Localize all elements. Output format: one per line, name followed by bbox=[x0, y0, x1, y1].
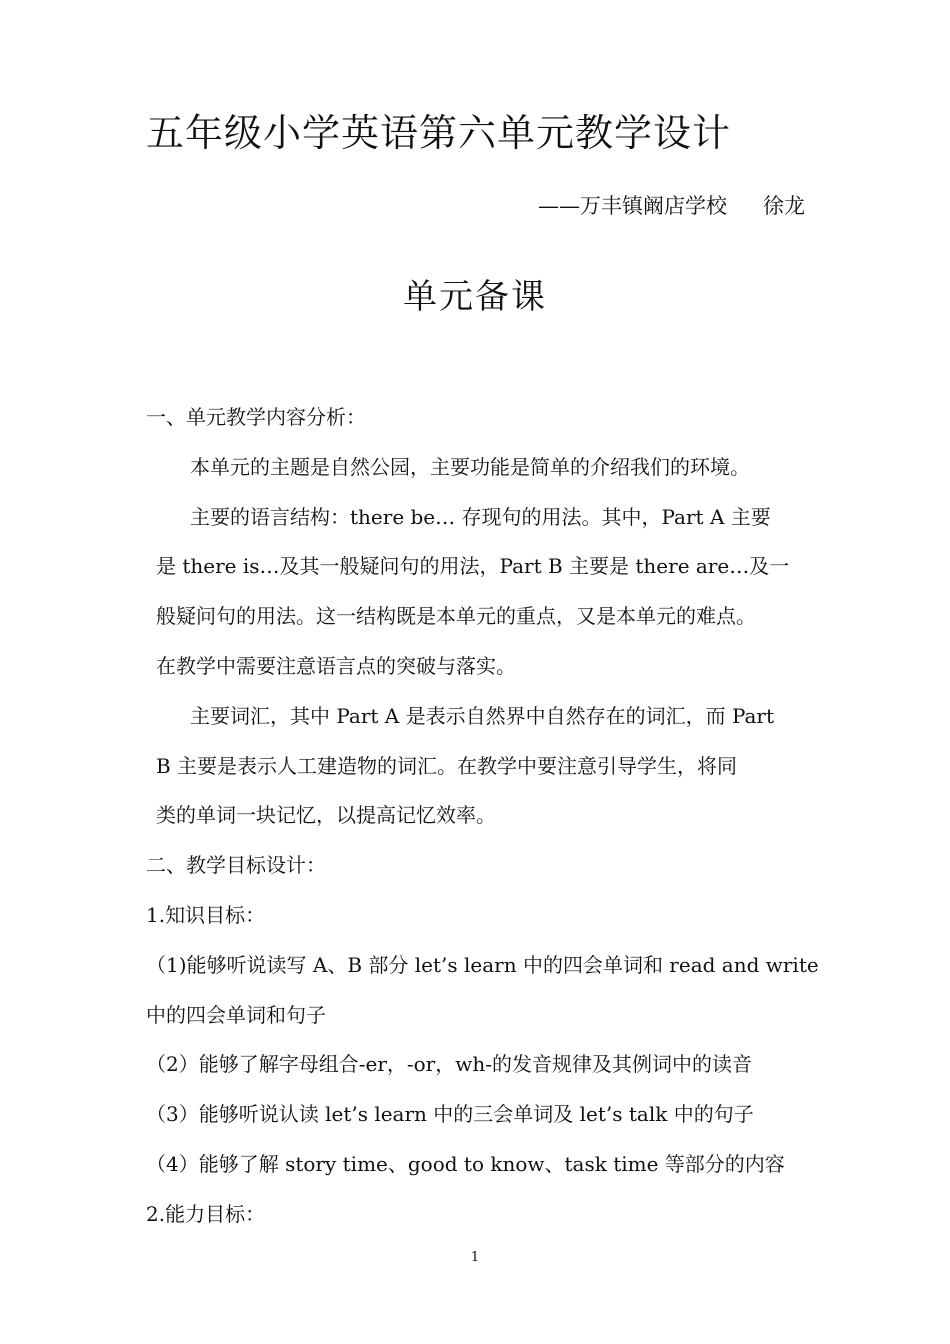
document-body bbox=[146, 393, 819, 1240]
heading-ability-goals: 2.能力目标： bbox=[146, 1201, 266, 1226]
author-line bbox=[538, 190, 805, 222]
author-name: 徐龙 bbox=[763, 194, 805, 218]
list-item: （4）能够了解 story time、good to know、task time 等部分的内容 bbox=[146, 1151, 785, 1176]
section-title: 单元备课 bbox=[403, 277, 547, 317]
paragraph-line: 类的单词一块记忆，以提高记忆效率。 bbox=[156, 803, 496, 828]
list-item-continuation: 中的四会单词和句子 bbox=[146, 1002, 326, 1027]
paragraph-line: 是 there is…及其一般疑问句的用法，Part B 主要是 there are…及一 bbox=[156, 554, 790, 579]
paragraph-line: 般疑问句的用法。这一结构既是本单元的重点，又是本单元的难点。 bbox=[156, 604, 756, 629]
document-title: 五年级小学英语第六单元教学设计 bbox=[146, 111, 732, 155]
list-item: （2）能够了解字母组合-er，-or，wh-的发音规律及其例词中的读音 bbox=[146, 1052, 752, 1077]
author-school: ——万丰镇阚店学校 bbox=[538, 194, 727, 218]
list-item: （3）能够听说认读 let’s learn 中的三会单词及 let’s talk 中的句子 bbox=[146, 1102, 754, 1127]
heading-content-analysis: 一、单元教学内容分析： bbox=[146, 405, 366, 429]
heading-knowledge-goals: 1.知识目标： bbox=[146, 902, 266, 927]
paragraph-line: B 主要是表示人工建造物的词汇。在教学中要注意引导学生，将同 bbox=[156, 753, 738, 778]
paragraph-line: 主要词汇，其中 Part A 是表示自然界中自然存在的词汇，而 Part bbox=[190, 703, 775, 728]
paragraph-line: 在教学中需要注意语言点的突破与落实。 bbox=[156, 653, 516, 678]
list-item: （1)能够听说读写 A、B 部分 let’s learn 中的四会单词和 read and write bbox=[146, 952, 819, 977]
page-number: 1 bbox=[470, 1250, 480, 1265]
paragraph-line: 主要的语言结构：there be… 存现句的用法。其中，Part A 主要 bbox=[190, 504, 771, 529]
heading-teaching-goals: 二、教学目标设计： bbox=[146, 853, 326, 878]
paragraph-line: 本单元的主题是自然公园，主要功能是简单的介绍我们的环境。 bbox=[190, 454, 750, 479]
